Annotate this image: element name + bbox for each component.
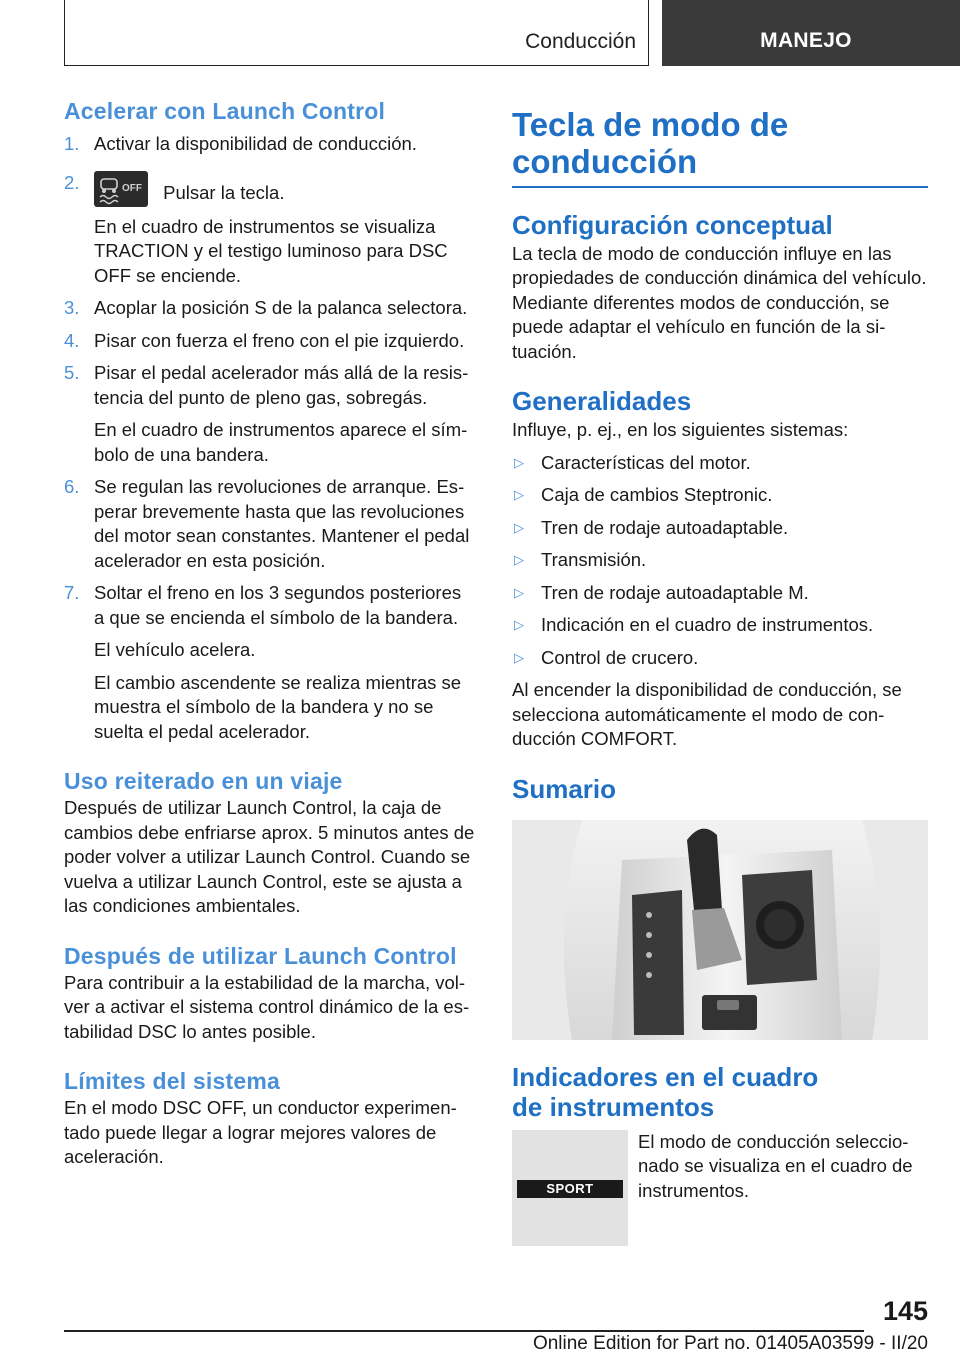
indicators-text: El modo de conducción seleccionado se visualiza en el cuadro de instrumentos. xyxy=(638,1130,913,1201)
list-item: ▷ Caja de cambios Steptronic. xyxy=(512,483,928,508)
triangle-bullet-icon: ▷ xyxy=(514,649,524,665)
list-item: ▷ Control de crucero. xyxy=(512,646,928,671)
triangle-bullet-icon: ▷ xyxy=(514,617,524,632)
step-item: 1. Activar la disponibilidad de conducción. xyxy=(64,133,417,154)
page-number: 145 xyxy=(882,1296,928,1326)
list-item: ▷ Transmisión. xyxy=(512,548,928,573)
indicators-block xyxy=(512,1130,928,1246)
section-title: Conducción xyxy=(525,30,636,53)
list-item: ▷ Características del motor. xyxy=(512,451,928,476)
cluster-display-image xyxy=(512,1130,628,1246)
step-item: 7. Soltar el freno en los 3 segundos posteriores a que se encienda el símbolo de la bandera. El vehículo acelera. El cambio ascendente se realiza mientras se muestra el símbolo de la bandera y no se suelta el pedal acelerador. xyxy=(64,582,462,742)
chapter-tab: MANEJO xyxy=(662,0,960,66)
system-limits-heading: Límites del sistema xyxy=(64,1068,280,1094)
triangle-bullet-icon: ▷ xyxy=(514,584,524,600)
summary-heading: Sumario xyxy=(512,773,617,804)
launch-steps-list xyxy=(64,132,476,744)
triangle-bullet-icon: ▷ xyxy=(514,552,524,567)
page-header xyxy=(0,0,960,66)
footer-rule xyxy=(64,1330,864,1332)
triangle-bullet-icon: ▷ xyxy=(514,487,524,502)
step-item: 5. Pisar el pedal acelerador más allá de la resistencia del punto de pleno gas, sobregás. En el cuadro de instrumentos aparece el símbolo de una bandera. xyxy=(64,362,469,465)
left-column xyxy=(64,96,476,1170)
step-item: 4. Pisar con fuerza el freno con el pie izquierdo. xyxy=(64,329,465,351)
systems-list xyxy=(512,451,928,671)
concept-text: La tecla de modo de conducción influye en las propiedades de conducción dinámica del vehículo. Mediante diferentes modos de conducción, se puede adaptar el vehículo en función de la situación. xyxy=(512,242,927,362)
step-item: 6. Se regulan las revoluciones de arranque. Esperar brevemente hasta que las revoluciones del motor sean constantes. Mantener el pedal acelerador en esta posición. xyxy=(64,476,470,571)
section-tab xyxy=(64,0,649,66)
svg-text:OFF: OFF xyxy=(122,182,142,194)
edition-footer: Online Edition for Part no. 01405A03599 - II/20 xyxy=(532,1333,928,1354)
after-launch-heading: Después de utilizar Launch Control xyxy=(64,942,457,969)
repeat-use-text: Después de utilizar Launch Control, la caja de cambios debe enfriarse aprox. 5 minutos antes de poder volver a utilizar Launch Control. Cuando se vuelva a utilizar Launch Control, este se ajusta a las condiciones ambientales. xyxy=(64,797,475,916)
general-heading: Generalidades xyxy=(512,386,692,416)
concept-heading: Configuración conceptual xyxy=(512,209,833,240)
step-item: 3. Acoplar la posición S de la palanca selectora. xyxy=(64,297,468,318)
general-intro: Influye, p. ej., en los siguientes sistemas: xyxy=(512,419,849,440)
after-launch-text: Para contribuir a la estabilidad de la marcha, volver a activar el sistema control dinámico de la estabilidad DSC lo antes posible. xyxy=(64,971,470,1042)
center-console-photo xyxy=(512,820,928,1040)
step-item: 2. OFF Pulsar la tecla. En el cuadro de instrumentos se visualiza TRACTION y el testigo luminoso para DSC OFF se enciende. xyxy=(64,171,448,286)
list-item: ▷ Tren de rodaje autoadaptable M. xyxy=(512,581,928,606)
triangle-bullet-icon: ▷ xyxy=(514,454,524,470)
general-outro: Al encender la disponibilidad de conducción, se selecciona automáticamente el modo de conducción COMFORT. xyxy=(512,679,902,749)
sport-mode-badge: SPORT xyxy=(517,1180,623,1198)
dsc-off-button-icon xyxy=(94,171,148,207)
indicators-heading: Indicadores en el cuadro de instrumentos xyxy=(512,1061,819,1122)
system-limits-text: En el modo DSC OFF, un conductor experimentado puede llegar a lograr mejores valores de aceleración. xyxy=(64,1097,457,1167)
driving-mode-heading: Tecla de modo de conducción xyxy=(512,106,789,180)
repeat-use-heading: Uso reiterado en un viaje xyxy=(64,768,343,794)
triangle-bullet-icon: ▷ xyxy=(514,519,524,535)
list-item: ▷ Tren de rodaje autoadaptable. xyxy=(512,516,928,541)
launch-control-heading: Acelerar con Launch Control xyxy=(64,98,386,124)
list-item: ▷ Indicación en el cuadro de instrumentos. xyxy=(512,613,928,638)
right-column xyxy=(512,96,928,1246)
